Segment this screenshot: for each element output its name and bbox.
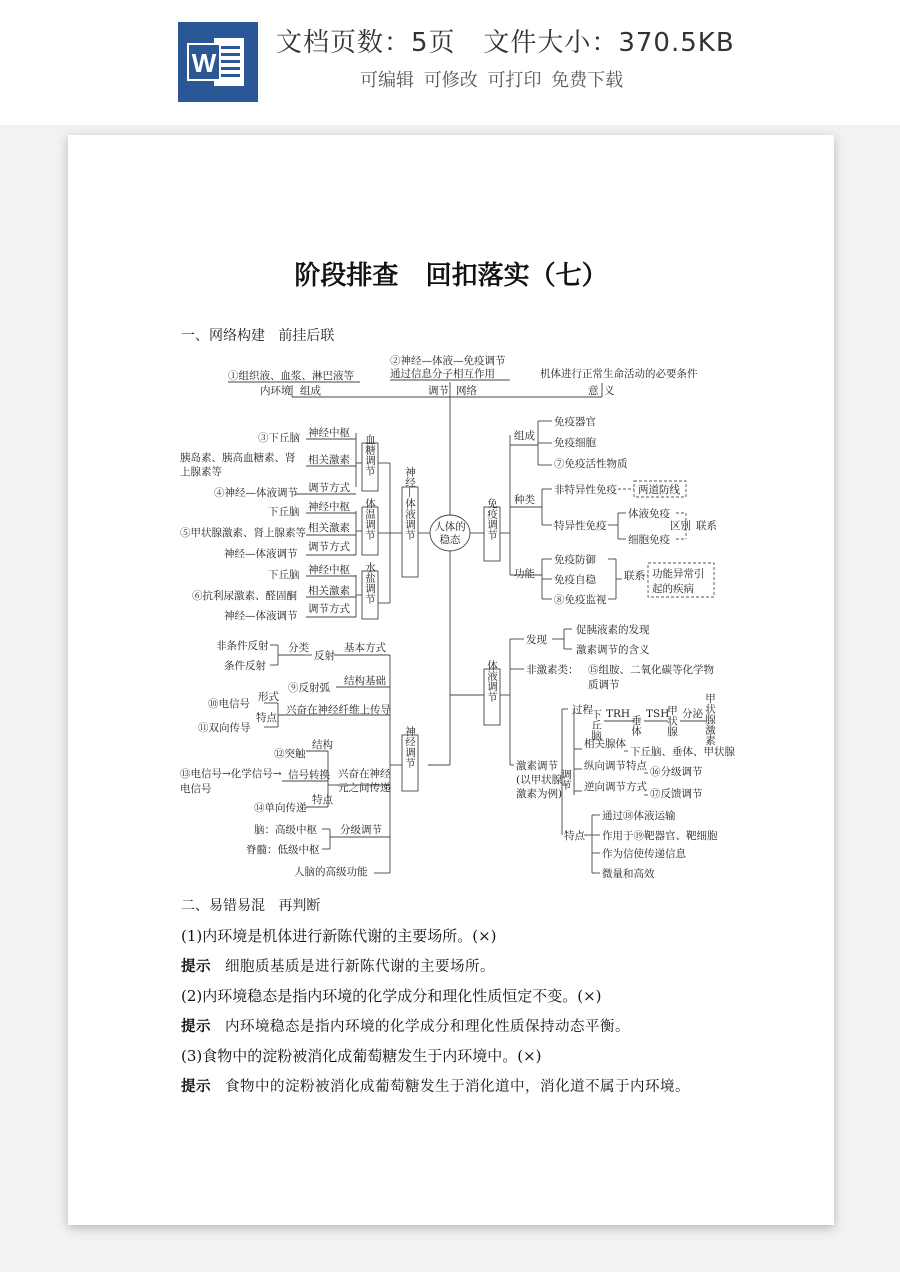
hm-hormone-2: (以甲状腺	[516, 774, 563, 786]
node-a1-sub: 内环境	[260, 385, 292, 397]
bs-r3: ④神经—体液调节	[214, 487, 298, 499]
node-a2-2: 通过信息分子相互作用	[390, 368, 495, 380]
temp-r2-rel: 相关激素	[308, 522, 350, 534]
hint-text-2: 内环境稳态是指内环境的化学成分和理化性质保持动态平衡。	[225, 1019, 630, 1035]
nr-reflex: 反射	[314, 650, 335, 662]
hint-2	[181, 1015, 630, 1036]
bs-r2-rel: 相关激素	[308, 454, 350, 466]
hm-process: 过程	[572, 704, 593, 716]
section-heading-1: 一、网络构建 前挂后联	[181, 328, 335, 344]
hm-rel-glands-v: 下丘脑、垂体、甲状腺	[630, 746, 735, 758]
mindmap-ndt	[180, 426, 418, 622]
center-line-1: 人体的	[434, 521, 466, 533]
nr-oneway: ⑭单向传递	[254, 802, 307, 814]
hm-nh-1: ⑮组胺、二氧化碳等化学物	[588, 664, 714, 676]
ndt-label: 神经—体液调节	[404, 466, 416, 540]
question-2: (2)内环境稳态是指内环境的化学成分和理化性质恒定不变。(×)	[181, 987, 602, 1005]
temp-r2: ⑤甲状腺激素、肾上腺素等	[180, 527, 306, 539]
document-page	[68, 135, 834, 1225]
neural-label: 神经调节	[404, 726, 416, 768]
nr-form: 形式	[258, 691, 279, 703]
hm-f4: 微量和高效	[602, 868, 655, 880]
hm-discover: 发现	[526, 634, 547, 646]
immune-func: 功能	[514, 568, 535, 580]
hm-trh: TRH	[606, 708, 631, 720]
banner-subtitle: 可编辑 可修改 可打印 免费下载	[360, 70, 624, 91]
nr-between-2: 元之间传递	[338, 782, 391, 794]
node-a3: 机体进行正常生命活动的必要条件	[540, 368, 698, 380]
nr-arc: ⑨反射弧	[288, 682, 330, 694]
nr-convert: 信号转换	[288, 769, 330, 781]
word-doc-icon	[178, 22, 258, 102]
nr-brain: 脑：高级中枢	[254, 824, 317, 836]
imm-link: 联系	[696, 520, 717, 532]
imm-func-1: 免疫防御	[554, 554, 596, 566]
page-title: 阶段排查 回扣落实（七）	[294, 261, 608, 291]
immune-label: 免疫调节	[486, 498, 498, 540]
temp-r1: 下丘脑	[268, 506, 300, 518]
imm-comp-1: 免疫器官	[554, 416, 596, 428]
download-banner	[0, 0, 900, 125]
hm-vert: 纵向调节特点	[584, 760, 647, 772]
rel-a1: 组成	[300, 385, 321, 397]
question-3: (3)食物中的淀粉被消化成葡萄糖发生于内环境中。(×)	[181, 1047, 542, 1065]
nr-advanced: 人脑的高级功能	[294, 866, 368, 878]
hm-nonhormone: 非激素类：	[526, 664, 579, 676]
bs-r1: ③下丘脑	[258, 432, 300, 444]
imm-comp-3: ⑦免疫活性物质	[554, 458, 628, 470]
nr-conduct: 兴奋在神经纤维上传导	[286, 704, 391, 716]
imm-spec: 特异性免疫	[554, 520, 607, 532]
imm-func-link: 联系	[624, 570, 645, 582]
hm-tsh: TSH	[646, 708, 670, 720]
hm-f3: 作为信使传递信息	[602, 848, 686, 860]
water-r1-rel: 神经中枢	[308, 564, 350, 576]
nr-bidir: ⑪双向传导	[198, 722, 251, 734]
hint-text-3: 食物中的淀粉被消化成葡萄糖发生于消化道中，消化道不属于内环境。	[225, 1079, 690, 1095]
section-heading-2: 二、易错易混 再判断	[181, 898, 321, 914]
hm-rev-v: ⑰反馈调节	[650, 788, 703, 800]
imm-func-3: ⑧免疫监视	[554, 594, 607, 606]
rel-a2-2: 网络	[456, 385, 477, 397]
hm-feat: 特点	[564, 830, 585, 842]
water-r3: 神经—体液调节	[224, 610, 298, 622]
blood-sugar-label: 血糖调节	[364, 434, 376, 476]
rel-a2: 调节	[428, 385, 449, 397]
nr-between-1: 兴奋在神经	[338, 768, 391, 780]
imm-nonspec: 非特异性免疫	[554, 484, 617, 496]
hm-rel-glands: 相关腺体	[584, 738, 626, 750]
water-r3-rel: 调节方式	[308, 603, 350, 615]
banner-title: 文档页数：5页 文件大小：370.5KB	[276, 28, 735, 58]
water-label: 水盐调节	[364, 562, 376, 604]
mindmap-humoral	[450, 623, 735, 880]
hm-thy: 甲状腺	[666, 705, 678, 737]
hm-th: 甲状腺激素	[704, 693, 716, 746]
bs-r1-rel: 神经中枢	[308, 427, 350, 439]
nr-graded: 分级调节	[340, 824, 382, 836]
imm-func-note-2: 起的疾病	[652, 583, 694, 595]
bs-r3-rel: 调节方式	[308, 482, 350, 494]
imm-func-note-1: 功能异常引	[652, 568, 705, 580]
water-r2: ⑥抗利尿激素、醛固酮	[192, 590, 297, 602]
hm-d1: 促胰液素的发现	[576, 624, 650, 636]
nr-feature: 特点	[256, 712, 277, 724]
center-line-2: 稳态	[439, 534, 461, 546]
hm-hypo: 下丘脑	[590, 709, 602, 741]
hm-f2: 作用于⑲靶器官、靶细胞	[602, 830, 718, 842]
nr-feature2: 特点	[312, 794, 333, 806]
nr-conv-1: ⑬电信号→化学信号→	[180, 768, 282, 780]
hint-label-3: 提示	[181, 1078, 211, 1095]
hm-reg: 调节	[560, 769, 572, 790]
rel-a3: 意	[588, 385, 599, 397]
hint-1	[181, 955, 495, 976]
immune-comp: 组成	[514, 430, 535, 442]
mindmap-immune	[484, 415, 717, 606]
hm-rev: 逆向调节方式	[584, 781, 647, 793]
question-1: (1)内环境是机体进行新陈代谢的主要场所。(×)	[181, 927, 497, 945]
hint-label-2: 提示	[181, 1018, 211, 1035]
nr-conv-2: 电信号	[180, 783, 212, 795]
hm-d2: 激素调节的含义	[576, 644, 650, 656]
nr-synapse: ⑫突触	[274, 748, 306, 760]
nr-cond: 条件反射	[224, 660, 266, 672]
temp-r3: 神经—体液调节	[224, 548, 298, 560]
bs-r2b: 上腺素等	[180, 466, 222, 478]
node-a1: ①组织液、血浆、淋巴液等	[228, 370, 354, 382]
imm-cellular: 细胞免疫	[628, 534, 670, 546]
imm-diff: 区别	[670, 520, 691, 532]
hm-hormone-1: 激素调节	[516, 760, 558, 772]
mindmap-center	[418, 515, 484, 765]
imm-comp-2: 免疫细胞	[554, 437, 596, 449]
hm-nh-2: 质调节	[588, 679, 620, 691]
hm-vert-v: ⑯分级调节	[650, 766, 703, 778]
nr-classify: 分类	[288, 642, 309, 654]
node-a2-1: ②神经—体液—免疫调节	[390, 355, 506, 367]
water-r2-rel: 相关激素	[308, 585, 350, 597]
temp-r1-rel: 神经中枢	[308, 501, 350, 513]
rel-a3-2: 义	[604, 385, 615, 397]
imm-humoral: 体液免疫	[628, 508, 670, 520]
mindmap-neural	[180, 639, 418, 878]
nr-struct: 结构	[312, 739, 333, 751]
hint-text-1: 细胞质基质是进行新陈代谢的主要场所。	[225, 959, 495, 975]
immune-kind: 种类	[514, 494, 535, 506]
imm-nonspec-note: 两道防线	[638, 484, 680, 496]
nr-struct-basis: 结构基础	[344, 675, 386, 687]
hm-f1: 通过⑱体液运输	[602, 810, 676, 822]
imm-func-2: 免疫自稳	[554, 574, 596, 586]
word-icon-letter: W	[191, 48, 217, 78]
nr-electric: ⑩电信号	[208, 698, 250, 710]
hint-label-1: 提示	[181, 958, 211, 975]
water-r1: 下丘脑	[268, 569, 300, 581]
temp-label: 体温调节	[364, 498, 376, 540]
temp-r3-rel: 调节方式	[308, 541, 350, 553]
hint-3	[181, 1075, 690, 1096]
nr-uncond: 非条件反射	[216, 640, 269, 652]
hm-pit: 垂体	[630, 715, 642, 736]
nr-basic: 基本方式	[344, 642, 386, 654]
bs-r2a: 胰岛素、胰高血糖素、肾	[180, 452, 296, 464]
nr-spine: 脊髓：低级中枢	[246, 844, 320, 856]
hm-secrete: 分泌	[682, 708, 703, 720]
hm-hormone-3: 激素为例)	[516, 788, 563, 800]
humoral-label: 体液调节	[486, 660, 498, 702]
